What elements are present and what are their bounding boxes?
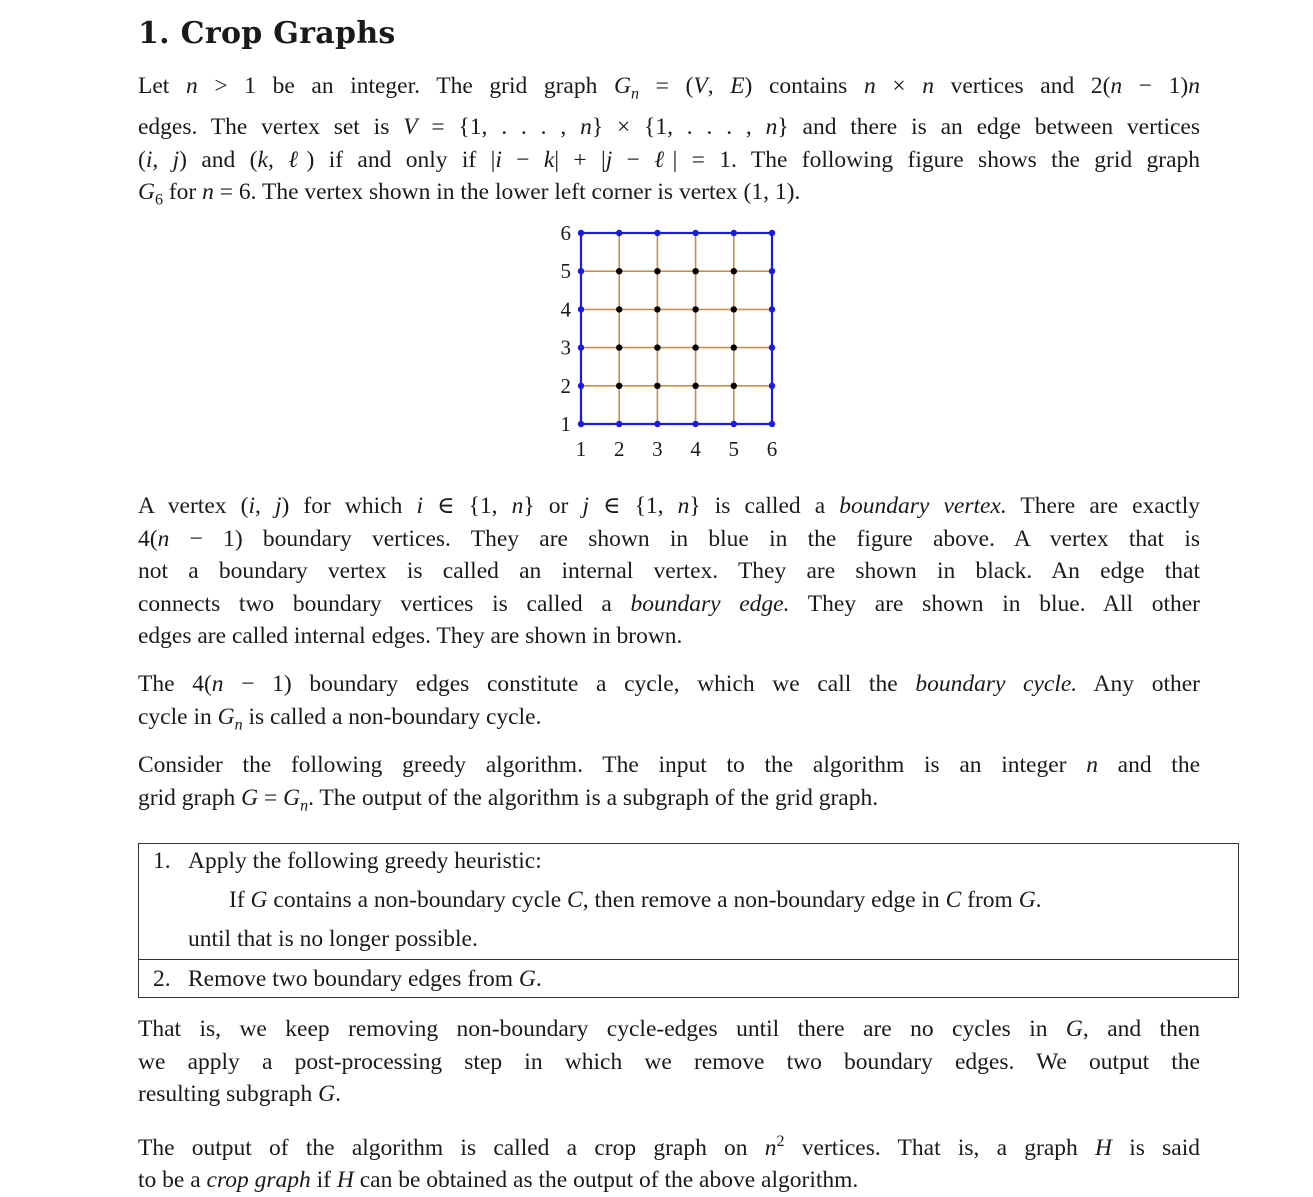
boundary-vertex (731, 230, 737, 236)
section-title: 1. Crop Graphs (138, 16, 396, 51)
x-tick-label: 2 (613, 437, 625, 461)
boundary-vertex (769, 268, 775, 274)
algorithm-step-1-text: Apply the following greedy heuristic: (188, 848, 542, 874)
paragraph-grid-definition: Let n > 1 be an integer. The grid graph $G_n = (V$, E) contains n × n vertices and 2(n − 1)n edges. The vertex set is V = {1, . . . , n} × {1, . . . , n} and there is an edge between vertices (i, j) and (k, ℓ) if and only if |i − k| + |j − ℓ| = 1. The following figure shows the grid graph $G_6$ for n = 6. The vertex shown in the lower left corner is vertex (1, 1). (138, 73, 1201, 209)
boundary-vertex (578, 421, 584, 427)
internal-vertex (692, 268, 698, 274)
internal-vertex (616, 268, 622, 274)
internal-vertex (692, 306, 698, 312)
internal-vertex (616, 383, 622, 389)
y-tick-label: 4 (560, 297, 571, 322)
y-tick-label: 1 (560, 412, 571, 436)
paragraph-boundary-vertex: A vertex (i, j) for which i ∈ {1, n} or j ∈ {1, n} is called a boundary vertex. There are exactly 4(n − 1) boundary vertices. They are shown in blue in the figure above. A vertex that is not a boundary vertex is called an internal vertex. They are shown in black. An edge that connects two boundary vertices is called a boundary edge. They are shown in blue. All other edges are called internal edges. They are shown in brown. (138, 493, 1201, 649)
paragraph-crop-graph-definition: The output of the algorithm is called a crop graph on $n^2$ vertices. That is, a graph H is said to be a crop graph if H can be obtained as the output of the above algorithm. (138, 1133, 1201, 1194)
algorithm-step-2: 2. Remove two boundary edges from G. (153, 966, 542, 992)
paragraph-algorithm-intro: Consider the following greedy algorithm. The input to the algorithm is an integer n and the grid graph $G = G_n$. The output of the algorithm is a subgraph of the grid graph. (138, 752, 1201, 815)
boundary-vertex (616, 421, 622, 427)
internal-vertex (731, 383, 737, 389)
x-tick-label: 5 (728, 437, 740, 461)
y-tick-label: 3 (560, 335, 571, 360)
internal-vertex (654, 344, 660, 350)
boundary-vertex (692, 230, 698, 236)
boundary-vertex (616, 230, 622, 236)
algorithm-divider (139, 959, 1238, 960)
algorithm-greedy-rule: If G contains a non-boundary cycle C, then remove a non-boundary edge in C from G. (229, 887, 1042, 913)
boundary-vertex (692, 421, 698, 427)
boundary-vertex (769, 344, 775, 350)
paragraph-algorithm-summary: That is, we keep removing non-boundary cycle-edges until there are no cycles in G, and then we apply a post-processing step in which we remove two boundary edges. We output the resulting subgraph G. (138, 1016, 1200, 1107)
internal-vertex (654, 306, 660, 312)
x-tick-label: 1 (575, 437, 587, 461)
algorithm-until: until that is no longer possible. (188, 926, 478, 952)
y-tick-label: 6 (560, 221, 571, 245)
internal-vertex (692, 383, 698, 389)
boundary-vertex (578, 383, 584, 389)
algorithm-box (138, 843, 1239, 998)
algorithm-step-1: 1. Apply the following greedy heuristic: (153, 848, 542, 874)
boundary-vertex (769, 383, 775, 389)
boundary-vertex (769, 306, 775, 312)
boundary-vertex (654, 230, 660, 236)
internal-vertex (616, 306, 622, 312)
x-tick-label: 4 (690, 437, 701, 461)
boundary-vertex (578, 344, 584, 350)
paragraph-boundary-cycle: The 4(n − 1) boundary edges constitute a cycle, which we call the boundary cycle. Any other cycle in $G_n$ is called a non-boundary cycle. (138, 671, 1200, 734)
boundary-vertex (769, 230, 775, 236)
boundary-vertex (654, 421, 660, 427)
boundary-vertex (769, 421, 775, 427)
internal-vertex (616, 344, 622, 350)
y-tick-label: 2 (560, 373, 571, 398)
boundary-vertex (578, 306, 584, 312)
boundary-vertex (731, 421, 737, 427)
boundary-vertex (578, 230, 584, 236)
internal-vertex (692, 344, 698, 350)
x-tick-label: 6 (766, 437, 778, 461)
internal-vertex (654, 383, 660, 389)
internal-vertex (654, 268, 660, 274)
internal-vertex (731, 306, 737, 312)
x-tick-label: 3 (652, 437, 663, 461)
internal-vertex (731, 268, 737, 274)
internal-vertex (731, 344, 737, 350)
boundary-cycle (581, 233, 772, 424)
boundary-vertex (578, 268, 584, 274)
y-tick-label: 5 (560, 259, 571, 284)
grid-graph-figure (548, 218, 788, 468)
